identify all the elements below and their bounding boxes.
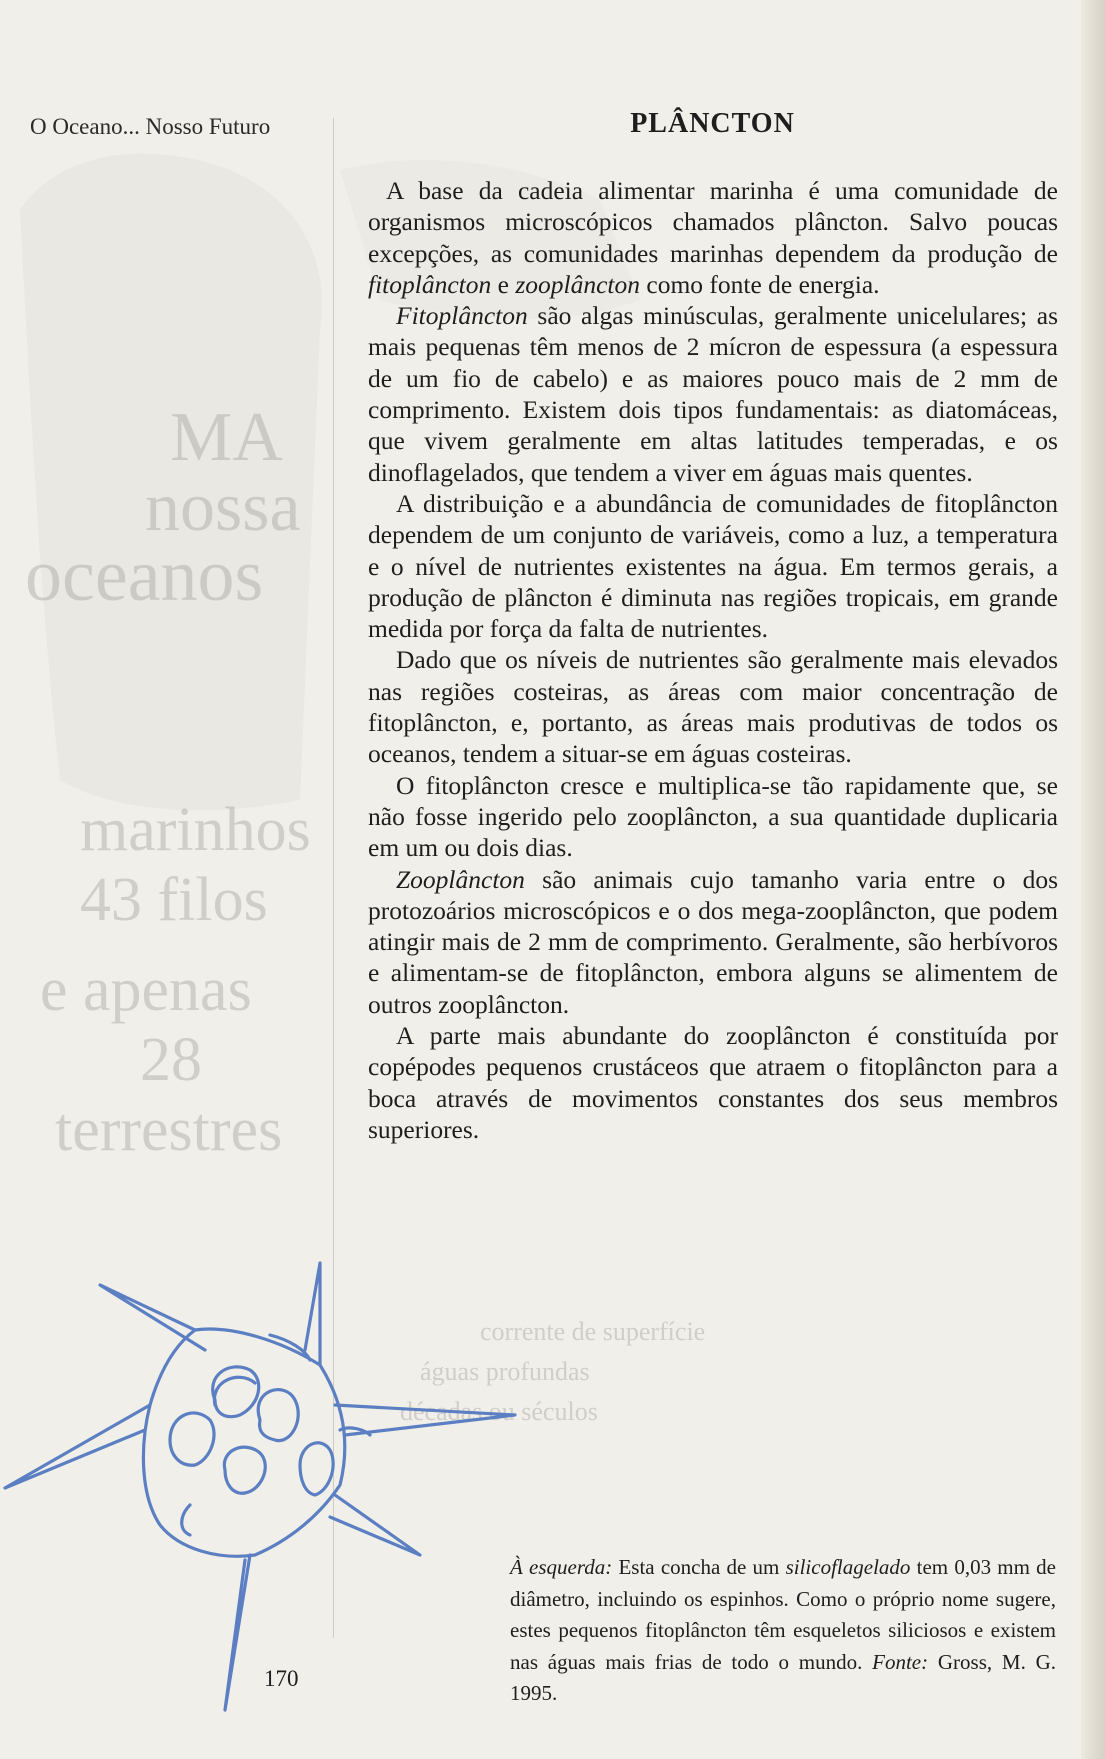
running-head: O Oceano... Nosso Futuro [30, 114, 271, 139]
text-run: O fitoplâncton cresce e multiplica-se tão rapidamente que, se não fosse ingerido pelo zooplâncton, a sua quantidade duplicaria em um ou dois dias. [368, 770, 1058, 863]
text-run: são animais cujo tamanho varia entre o dos protozoários microscópicos e o dos mega-zooplâncton, que podem atingir mais de 2 mm de comprimento. Geralmente, são herbívoros e alimentam-se de fitoplâncton, embora alguns se alimentem de outros zooplâncton. [368, 864, 1058, 1019]
text-run: A base da cadeia alimentar marinha é uma comunidade de organismos microscópicos chamados plâncton. Salvo poucas excepções, as comunidades marinhas dependem da produção de [368, 176, 1058, 268]
body-paragraph [368, 175, 1058, 300]
svg-text:águas profundas: águas profundas [420, 1357, 590, 1386]
text-run: Esta concha de um [612, 1555, 786, 1579]
italic-term: Zooplâncton [396, 864, 525, 894]
text-run: e [491, 269, 516, 299]
body-paragraph [368, 300, 1058, 488]
svg-text:MA: MA [170, 399, 283, 476]
text-run: A distribuição e a abundância de comunidades de fitoplâncton dependem de um conjunto de variáveis, como a luz, a temperatura e o nível de nutrientes existentes na água. Em termos gerais, a produção de plâncton é diminuta nas regiões tropicais, em grande medida por força da falta de nutrientes. [368, 488, 1058, 644]
text-run: A parte mais abundante do zooplâncton é constituída por copépodes pequenos crustáceos que atraem o fitoplâncton para a boca através de movimentos constantes dos seus membros superiores. [368, 1021, 1058, 1144]
text-run: Gross, M. G. 1995. [510, 1649, 1057, 1705]
body-paragraph [368, 770, 1058, 864]
svg-text:terrestres: terrestres [55, 1096, 283, 1164]
body-paragraph [368, 488, 1058, 644]
italic-term: zooplâncton [515, 269, 640, 299]
svg-text:43 filos: 43 filos [80, 866, 268, 934]
silicoflagellate-drawing-icon [0, 1255, 540, 1715]
text-run: são algas minúsculas, geralmente unicelulares; as mais pequenas têm menos de 2 mícron de espessura (a espessura de um fio de cabelo) e as maiores pouco mais de 2 mm de comprimento. Existem dois tipos fundamentais: as diatomáceas, que vivem geralmente em altas latitudes temperadas, e os dinoflagelados, que tendem a viver em águas mais quentes. [368, 301, 1058, 487]
svg-text:nossa: nossa [145, 469, 301, 546]
page-number: 170 [264, 1666, 299, 1691]
chapter-title: PLÂNCTON [630, 108, 795, 139]
body-paragraph [368, 864, 1058, 1020]
italic-term: fitoplâncton [368, 269, 492, 299]
text-run: Dado que os níveis de nutrientes são geralmente mais elevados nas regiões costeiras, as áreas com maior concentração de fitoplâncton, e, portanto, as áreas mais produtivas de todos os oceanos, tendem a situar-se em águas costeiras. [368, 645, 1058, 769]
body-text [368, 175, 1058, 1145]
svg-text:corrente de superfície: corrente de superfície [480, 1317, 706, 1346]
italic-term: À esquerda: [510, 1555, 613, 1579]
text-run: tem 0,03 mm de diâmetro, incluindo os espinhos. Como o próprio nome sugere, estes pequenos fitoplâncton têm esqueletos siliciosos e existem nas águas mais frias de todo o mundo. [510, 1555, 1057, 1674]
svg-text:28: 28 [140, 1026, 202, 1094]
figure-caption [510, 1552, 1056, 1710]
italic-term: Fitoplâncton [396, 301, 528, 331]
italic-term: silicoflagelado [785, 1555, 911, 1579]
body-paragraph [368, 644, 1058, 769]
svg-text:e apenas: e apenas [40, 956, 252, 1024]
italic-term: Fonte: [872, 1649, 929, 1674]
body-paragraph [368, 1020, 1058, 1145]
page-gutter-edge [1081, 0, 1105, 1759]
svg-text:marinhos: marinhos [80, 796, 311, 864]
svg-text:décadas ou séculos: décadas ou séculos [400, 1397, 598, 1426]
text-run: como fonte de energia. [640, 269, 880, 299]
svg-text:oceanos: oceanos [25, 535, 264, 617]
